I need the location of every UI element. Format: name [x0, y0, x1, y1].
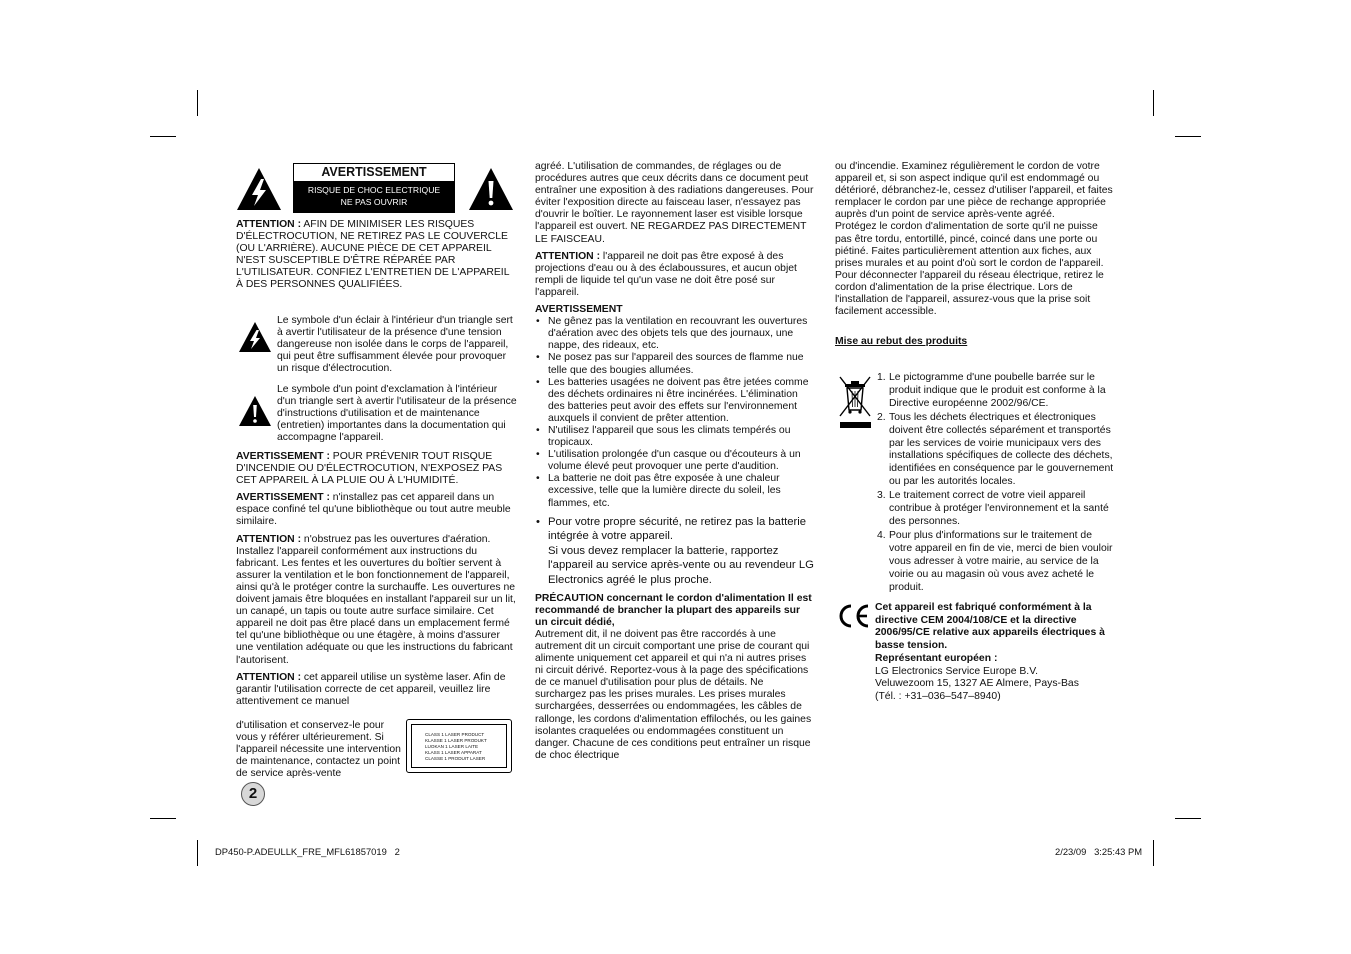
ce-mark-icon	[836, 603, 872, 629]
bullet-item-large: • Pour votre propre sécurité, ne retirez pas la batterie intégrée à votre appareil.	[535, 515, 814, 544]
warning-box-title: AVERTISSEMENT	[321, 165, 427, 179]
avertissement-bullet-list	[535, 316, 814, 510]
battery-bullet-list	[535, 515, 814, 544]
bullet-item: • Ne gênez pas la ventilation en recouvrant les ouvertures d'aération avec des objets tels que des journaux, une nappe, des rideaux, etc.	[535, 316, 814, 352]
attention-text: AFIN DE MINIMISER LES RISQUES D'ÉLECTROCUTION, NE RETIREZ PAS LE COUVERCLE (OU L'ARRIÈRE). AUCUNE PIÈCE DE CET APPAREIL N'EST SUSCEPTIBLE D'ÊTRE RÉPARÉE PAR L'UTILISATEUR. CONFIEZ L'ENTRETIEN DE L'APPAREIL À DES PERSONNES QUALIFIÉES.	[236, 219, 510, 291]
ce-declaration	[875, 602, 1115, 704]
disposal-item-text: Le traitement correct de votre vieil appareil contribue à protéger l'environnement et la santé des personnes.	[889, 490, 1109, 527]
avertissement-label-1: AVERTISSEMENT :	[236, 451, 330, 462]
column-2	[535, 161, 814, 762]
representative-line-3: (Tél. : +31–036–547–8940)	[875, 690, 1001, 702]
disposal-heading: Mise au rebut des produits	[835, 336, 968, 348]
warning-box-line2: NE PAS OUVRIR	[340, 197, 408, 207]
crop-mark	[150, 136, 176, 137]
laser-label-line: CLASSE 1 PRODUIT LASER	[425, 755, 486, 761]
attention-laser-paragraph	[236, 672, 518, 708]
disconnect-paragraph: Pour déconnecter l'appareil du réseau électrique, retirez le cordon d'alimentation de la prise électrique. Lors de l'installation de l'appareil, assurez-vous que la prise soit facilement accessible.	[835, 269, 1104, 318]
representative-line-1: LG Electronics Service Europe B.V.	[875, 665, 1039, 677]
crop-mark	[197, 90, 198, 116]
attention-aeration-paragraph	[236, 534, 518, 667]
attention-aeration-text: n'obstruez pas les ouvertures d'aération. Installez l'appareil conformément aux instructions du fabricant. Les fentes et les ouvertures du boîtier servent à assurer la ventilation et le bon fonctionnement de l'appareil, ainsi qu'à le protéger contre la surchauffe. Les ouvertures ne doivent jamais être bloquées en installant l'appareil sur un lit, un canapé, un tapis ou toute autre surface similaire. Cet appareil ne doit pas être placé dans un emplacement fermé tel qu'une bibliothèque ou une étagère, à moins d'assurer une ventilation adéquate ou que les instructions du fabricant l'autorisent.	[236, 533, 516, 666]
disposal-item-text: Pour plus d'informations sur le traitement de votre appareil en fin de vie, merci de bien vouloir vous adresser à votre mairie, au service de la voirie ou au magasin où vous avez acheté le produit.	[889, 529, 1113, 593]
disposal-item-text: Le pictogramme d'une poubelle barrée sur le produit indique que le produit est conforme à la Directive européenne 2002/96/CE.	[889, 372, 1106, 409]
footer-right: 2/23/09 3:25:43 PM	[1055, 846, 1143, 857]
crop-mark	[1153, 90, 1154, 116]
crop-mark	[197, 840, 198, 866]
precaution-heading: PRÉCAUTION concernant le cordon d'alimentation Il est recommandé de brancher la plupart des appareils sur un circuit dédié,	[535, 592, 812, 628]
laser-label-line: KLASSE 1 LASER PRODUKT	[425, 737, 487, 743]
warning-box	[293, 163, 455, 213]
exclamation-warning-icon	[468, 166, 514, 212]
avertissement-text-2: n'installez pas cet appareil dans un espace confiné tel qu'une bibliothèque ou tout autre meuble similaire.	[236, 492, 511, 528]
warning-box-line1: RISQUE DE CHOC ELECTRIQUE	[307, 185, 441, 195]
bullet-item: • Les batteries usagées ne doivent pas être jetées comme des déchets ordinaires ni être incinérées. L'élimination des batteries peut avoir des effets sur l'environnement auxquels il convient de prêter attention.	[535, 377, 814, 425]
ce-statement: Cet appareil est fabriqué conformément à la directive CEM 2004/108/CE et la directive 2006/95/CE relative aux appareils électriques à basse tension.	[875, 602, 1105, 652]
exclamation-symbol-description: Le symbole d'un point d'exclamation à l'intérieur d'un triangle sert à avertir l'utilisateur de la présence d'instructions d'utilisation et de maintenance (entretien) importantes dans la documentation qui accompagne l'appareil.	[277, 384, 517, 444]
disposal-item	[876, 412, 1116, 489]
footer-left: DP450-P.ADEULLK_FRE_MFL61857019 2	[215, 846, 400, 857]
laser-label-line: LUOKAN 1 LASER LAITE	[425, 743, 479, 749]
attention-paragraph	[236, 219, 518, 292]
laser-class-label-inner	[411, 724, 507, 768]
cord-protection-paragraph: Protégez le cordon d'alimentation de sorte qu'il ne puisse pas être tordu, entortillé, pincé, coincé dans une porte ou piétiné. Faites particulièrement attention aux fiches, aux prises murales et au point d'où sort le cordon de l'appareil.	[835, 221, 1104, 269]
disposal-item-number: 1.	[877, 372, 886, 383]
bullet-item: • La batterie ne doit pas être exposée à une chaleur excessive, telle que la lumière directe du soleil, les flammes, etc.	[535, 473, 814, 509]
lightning-warning-icon	[236, 166, 282, 212]
laser-class-label	[406, 719, 512, 773]
attention-label-2: ATTENTION :	[236, 533, 302, 545]
attention-label: ATTENTION :	[236, 219, 302, 230]
avertissement-paragraph-2	[236, 492, 518, 528]
avertissement-label-2: AVERTISSEMENT :	[236, 492, 330, 504]
precaution-text: Autrement dit, il ne doivent pas être raccordés à une autrement dit un circuit comportant une prise de courant qui alimente uniquement cet appareil et qui n'a ni autres prises ni circuit dérivé. Reportez-vous à la page des spécifications de ce manuel d'utilisation pour plus de détails. Ne surchargez pas les prises murales. Les prises murales surchargées, desserrées ou endommagées, les câbles de rallonge, les cordons d'alimentation effilochés, ou les gaines isolantes craquelées ou endommagées constituent un danger. Chacune de ces conditions peut entraîner un risque de choc électrique	[535, 628, 812, 761]
crop-mark	[150, 818, 176, 819]
disposal-item-text: Tous les déchets électriques et électroniques doivent être collectés séparément et transportés par les services de voirie municipaux vers des installations spécifiques de collecte des déchets, identifiées en conséquence par le gouvernement ou par les autorités locales.	[889, 411, 1114, 488]
disposal-list-container	[876, 372, 1116, 595]
attention-water-text: l'appareil ne doit pas être exposé à des projections d'eau ou à des éclaboussures, et aucun objet rempli de liquide tel qu'un vase ne doit être posé sur l'appareil.	[535, 250, 797, 298]
disposal-list	[876, 372, 1116, 594]
laser-label-line: CLASS 1 LASER PRODUCT	[425, 732, 485, 737]
column-3	[835, 161, 1115, 348]
disposal-item	[876, 530, 1116, 595]
attention-label-3: ATTENTION :	[236, 671, 302, 683]
disposal-item-number: 3.	[877, 490, 886, 502]
column-1-top	[236, 219, 518, 297]
exclamation-symbol-icon	[238, 395, 272, 427]
warning-box-subtitle	[294, 181, 454, 212]
laser-continuation-paragraph: agréé. L'utilisation de commandes, de réglages ou de procédures autres que ceux décrits dans ce document peut entraîner une exposition à des radiations dangereuses. Pour éviter l'exposition directe au faisceau laser, n'essayez pas d'ouvrir le boîtier. Le rayonnement laser est visible lorsque l'appareil est ouvert. NE REGARDEZ PAS DIRECTEMENT LE FAISCEAU.	[535, 161, 814, 245]
representative-label: Représentant européen :	[875, 652, 998, 664]
bullet-item: • N'utilisez l'appareil que sous les climats tempérés ou tropicaux.	[535, 425, 814, 449]
attention-laser-text: cet appareil utilise un système laser. Afin de garantir l'utilisation correcte de cet appareil, veuillez lire attentivement ce manuel	[236, 671, 506, 707]
crop-mark	[1175, 818, 1201, 819]
cord-inspection-paragraph: ou d'incendie. Examinez régulièrement le cordon de votre appareil et, si son aspect indique qu'il est endommagé ou détérioré, débranchez-le, cessez d'utiliser l'appareil, et faites remplacer le cordon par une pièce de rechange appropriée auprès d'un point de service après-vente agréé.	[835, 161, 1113, 221]
attention-water-label: ATTENTION :	[535, 250, 601, 262]
avertissement-paragraph-1	[236, 451, 518, 487]
crop-mark	[1175, 136, 1201, 137]
avertissement-heading: AVERTISSEMENT	[535, 304, 623, 316]
avertissement-text-1: POUR PRÉVENIR TOUT RISQUE D'INCENDIE OU D'ÉLECTROCUTION, N'EXPOSEZ PAS CET APPAREIL À LA PLUIE OU À L'HUMIDITÉ.	[236, 451, 503, 487]
bullet-item: • Ne posez pas sur l'appareil des sources de flamme nue telle que des bougies allumées.	[535, 352, 814, 376]
lightning-symbol-description: Le symbole d'un éclair à l'intérieur d'un triangle sert à avertir l'utilisateur de la présence d'une tension dangereuse non isolée dans le corps de l'appareil, qui peut être suffisamment élevée pour provoquer un risque d'électrocution.	[277, 315, 513, 375]
bullet-item: • L'utilisation prolongée d'un casque ou d'écouteurs à un volume élevé peut provoquer une perte d'audition.	[535, 449, 814, 473]
crossed-bin-icon	[837, 374, 873, 432]
page-number: 2	[241, 782, 265, 806]
lightning-symbol-icon	[238, 321, 272, 353]
attention-water-paragraph	[535, 251, 814, 299]
disposal-item	[876, 490, 1116, 529]
representative-line-2: Veluwezoom 15, 1327 AE Almere, Pays-Bas	[875, 678, 1079, 690]
battery-bullet-continuation: Si vous devez remplacer la batterie, rapportez l'appareil au service après-vente ou au revendeur LG Electronics agréé le plus proche.	[548, 544, 814, 586]
disposal-item-number: 2.	[877, 411, 886, 423]
laser-label-line: KLASS 1 LASER APPARAT	[425, 749, 482, 755]
disposal-item-number: 4.	[877, 529, 886, 541]
attention-laser-continuation: d'utilisation et conservez-le pour vous y référer ultérieurement. Si l'appareil nécessite une intervention de maintenance, contactez un point de service après-vente	[236, 720, 401, 780]
crop-mark	[1153, 840, 1154, 866]
column-1-bottom	[236, 451, 518, 708]
disposal-item	[876, 372, 1116, 411]
